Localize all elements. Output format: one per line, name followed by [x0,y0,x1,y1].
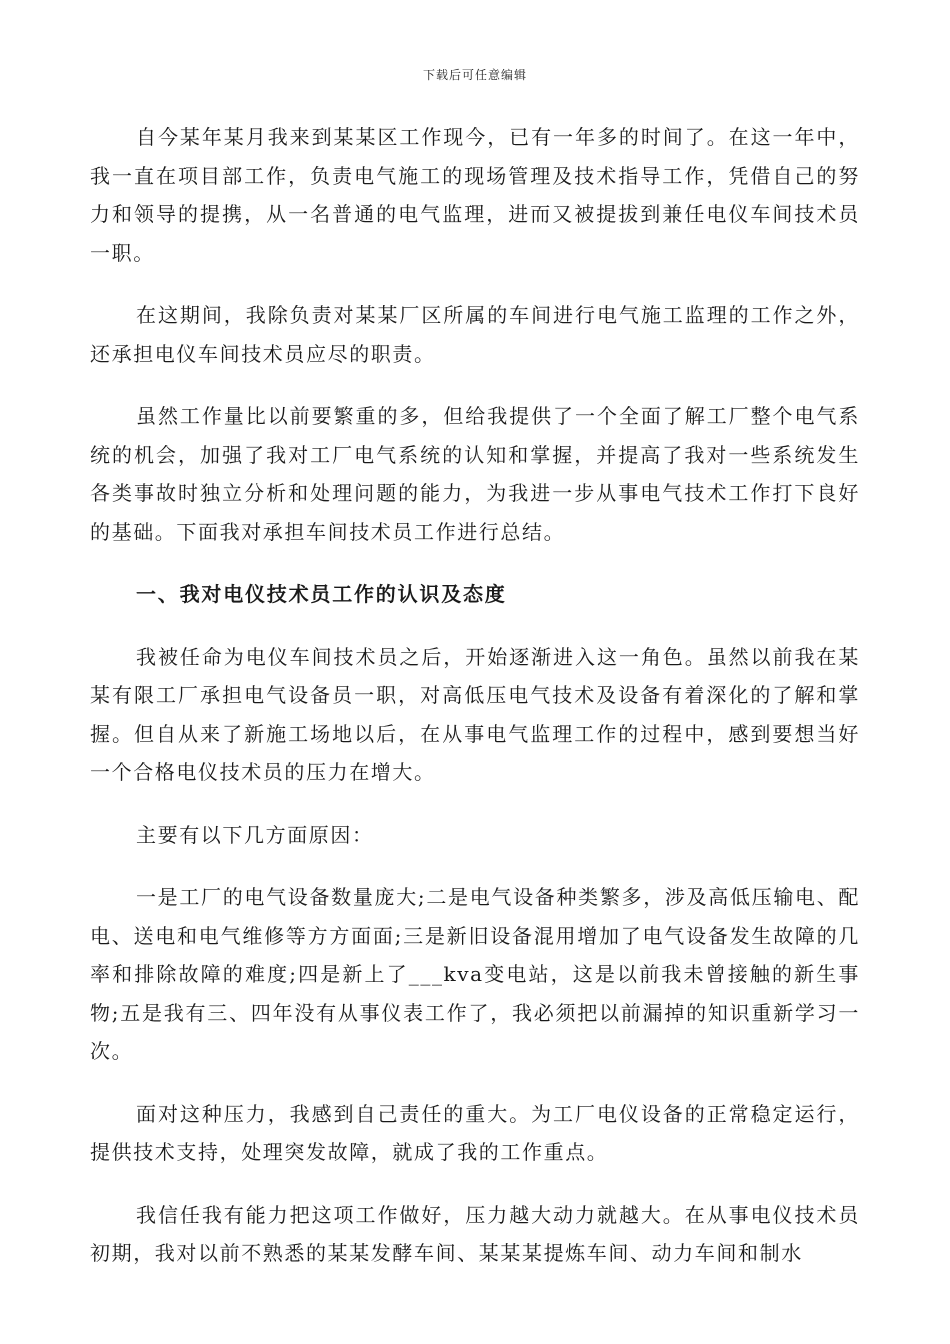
paragraph-reasons-list: 一是工厂的电气设备数量庞大;二是电气设备种类繁多，涉及高低压输电、配电、送电和电气维修等方方面面;三是新旧设备混用增加了电气设备发生故障的几率和排除故障的难度;四是新上了___kva变电站，这是以前我未曾接触的新生事物;五是我有三、四年没有从事仪表工作了，我必须把以前漏掉的知识重新学习一次。 [90,885,860,1063]
paragraph-confidence: 我信任我有能力把这项工作做好，压力越大动力就越大。在从事电仪技术员初期，我对以前不熟悉的某某发酵车间、某某某提炼车间、动力车间和制水 [90,1202,860,1265]
paragraph-workload: 虽然工作量比以前要繁重的多，但给我提供了一个全面了解工厂整个电气系统的机会，加强了我对工厂电气系统的认知和掌握，并提高了我对一些系统发生各类事故时独立分析和处理问题的能力，为我进一步从事电气技术工作打下良好的基础。下面我对承担车间技术员工作进行总结。 [90,404,860,544]
header-note: 下载后可任意编辑 [422,68,527,82]
paragraph-intro: 自今某年某月我来到某某区工作现今，已有一年多的时间了。在这一年中，我一直在项目部工作，负责电气施工的现场管理及技术指导工作，凭借自己的努力和领导的提携，从一名普通的电气监理，进而又被提拔到兼任电仪车间技术员一职。 [90,125,860,265]
paragraph-role: 我被任命为电仪车间技术员之后，开始逐渐进入这一角色。虽然以前我在某某有限工厂承担电气设备员一职，对高低压电气技术及设备有着深化的了解和掌握。但自从来了新施工场地以后，在从事电气监理工作的过程中，感到要想当好一个合格电仪技术员的压力在增大。 [90,644,860,784]
paragraph-pressure: 面对这种压力，我感到自己责任的重大。为工厂电仪设备的正常稳定运行，提供技术支持，处理突发故障，就成了我的工作重点。 [90,1101,860,1164]
document-body [90,118,860,1297]
section-heading: 一、我对电仪技术员工作的认识及态度 [136,582,507,606]
paragraph-duties: 在这期间，我除负责对某某厂区所属的车间进行电气施工监理的工作之外，还承担电仪车间技术员应尽的职责。 [90,303,860,366]
paragraph-reasons-intro: 主要有以下几方面原因： [136,822,374,847]
